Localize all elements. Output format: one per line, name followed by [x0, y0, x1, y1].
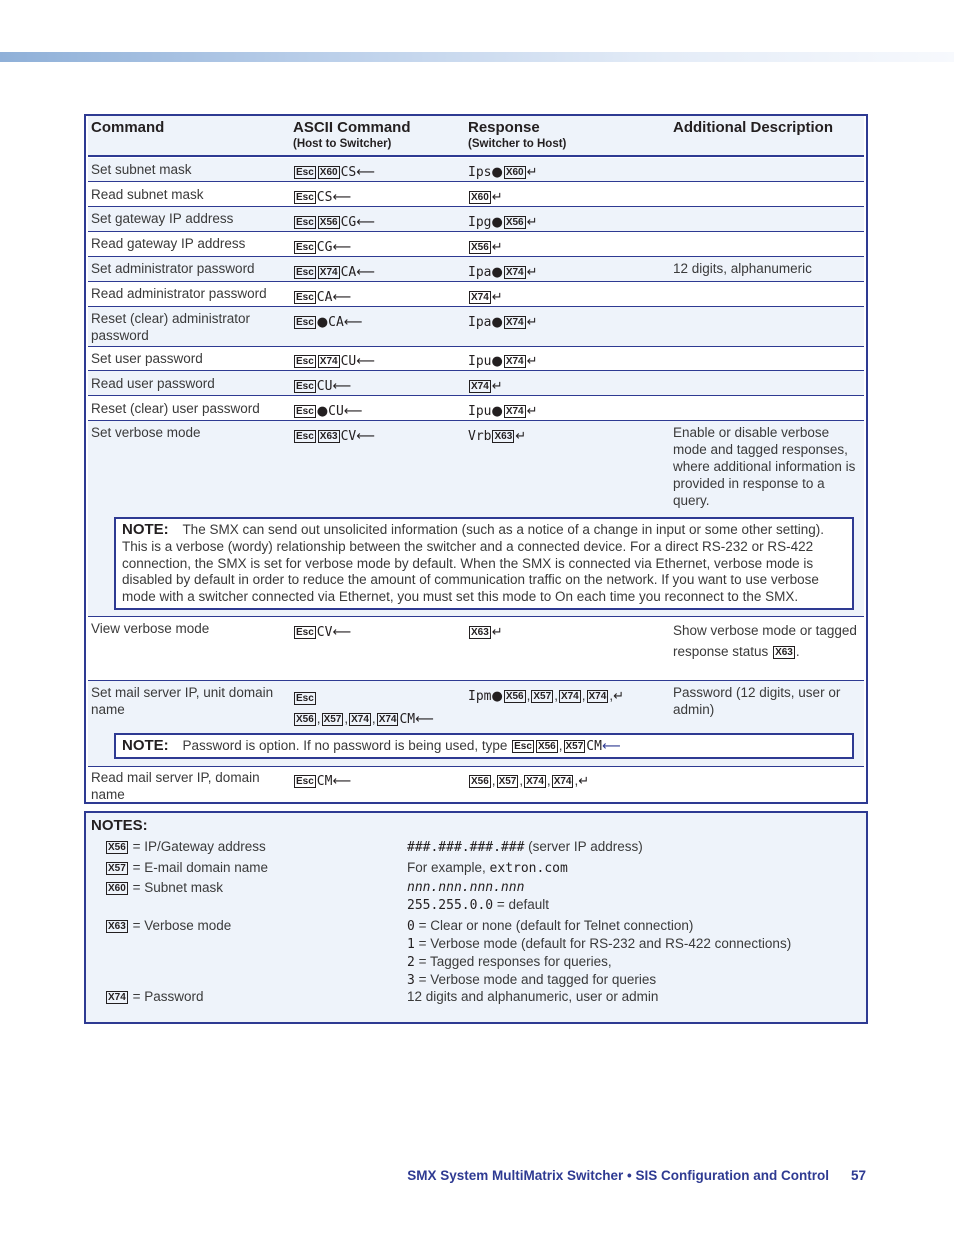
notes-value: 12 digits and alphanumeric, user or admin: [407, 989, 659, 1004]
response: Ipg● X56 ↵: [468, 215, 538, 230]
notes-key: X56 = IP/Gateway address: [108, 839, 266, 854]
col-header-response: Response (Switcher to Host): [468, 119, 567, 150]
ascii-command: Esc X74 CU⟵: [296, 354, 375, 369]
command-table: [84, 114, 868, 804]
notes-key: X63 = Verbose mode: [108, 918, 232, 933]
response: Ips● X60 ↵: [468, 165, 538, 180]
table-row-command: View verbose mode: [91, 621, 210, 636]
notes-key: X57 = E-mail domain name: [108, 860, 268, 875]
table-row-command: Read gateway IP address: [91, 236, 246, 251]
table-row-command: Reset (clear) user password: [91, 401, 260, 416]
response: Ipu● X74 ↵: [468, 404, 538, 419]
notes-value: ###.###.###.### (server IP address): [407, 839, 643, 855]
ascii-command: Esc CG⟵: [296, 240, 352, 255]
table-row-command: Set mail server IP, unit domain name: [91, 685, 274, 717]
ascii-command: Esc CU⟵: [296, 379, 352, 394]
response: X56 ↵: [471, 240, 503, 255]
footer-title: SMX System MultiMatrix Switcher • SIS Configuration and Control: [407, 1168, 829, 1183]
notes-key: X60 = Subnet mask: [108, 880, 223, 895]
note-label: NOTE:: [122, 737, 169, 754]
response: Ipa● X74 ↵: [468, 315, 538, 330]
verbose-note: [114, 517, 854, 610]
page-number: 57: [850, 1168, 866, 1183]
ascii-command: Esc X63 CV⟵: [296, 429, 375, 444]
ascii-command: Esc X60 CS⟵: [296, 165, 375, 180]
ascii-command: Esc X74 CA⟵: [296, 265, 375, 280]
table-row-description: Enable or disable verbose mode and tagged responses, where additional information is provided in response to a query.: [673, 425, 856, 508]
table-row-command: Read user password: [91, 376, 215, 391]
ascii-command: Esc CV⟵: [296, 625, 352, 640]
table-row-command: Read subnet mask: [91, 187, 204, 202]
table-row-description: 12 digits, alphanumeric: [673, 261, 812, 276]
table-row-command: Set subnet mask: [91, 162, 192, 177]
table-row-command: Set administrator password: [91, 261, 255, 276]
ascii-command: Esc CM⟵: [296, 774, 352, 789]
col-header-description: Additional Description: [673, 119, 834, 136]
ascii-command: Esc ●CU⟵: [296, 404, 363, 419]
ascii-command: Esc CS⟵: [296, 190, 352, 205]
note-text: The SMX can send out unsolicited information (such as a notice of a change in input or some other setting). This is a verbose (wordy) relationship between the switcher and a connected device. For a direct RS-232 or RS-422 connection, the SMX is set for verbose mode by default. When the SMX is connected via Ethernet, verbose mode is disabled by default in order to reduce the amount of communication traffic on the network. If you want to use verbose mode with a switcher connected via Ethernet, you must set this mode to On each time you reconnect to the SMX.: [122, 522, 825, 605]
response: Ipm● X56 , X57 , X74 , X74 ,↵: [468, 688, 624, 704]
page-footer: [407, 1168, 866, 1183]
notes-key: X74 = Password: [108, 989, 204, 1004]
ascii-command: Esc ●CA⟵: [296, 315, 363, 330]
table-row-command: Read mail server IP, domain name: [91, 770, 260, 802]
notes-value: nnn.nnn.nnn.nnn 255.255.0.0 = default: [407, 880, 550, 913]
table-row-command: Reset (clear) administrator password: [91, 311, 251, 343]
table-row-description: Show verbose mode or tagged response status X63 .: [673, 623, 857, 659]
ascii-command: Esc CA⟵: [296, 290, 352, 305]
note-text: Password is option. If no password is being used, type: [182, 738, 508, 753]
response: X74 ↵: [471, 379, 503, 394]
table-row-command: Set verbose mode: [91, 425, 201, 440]
response: X63 ↵: [471, 625, 503, 640]
password-note: NOTE: Password is option. If no password is being used, type Esc X56 , X57 CM⟵: [114, 733, 854, 759]
table-row-command: Set user password: [91, 351, 203, 366]
table-row-command: Read administrator password: [91, 286, 267, 301]
col-header-ascii: ASCII Command (Host to Switcher): [293, 119, 411, 150]
response: Ipu● X74 ↵: [468, 354, 538, 369]
response: X56 , X57 , X74 , X74 ,↵: [471, 773, 590, 789]
table-row-description: Password (12 digits, user or admin): [673, 685, 841, 717]
response: X74 ↵: [471, 290, 503, 305]
ascii-command: Esc X56 CG⟵: [296, 215, 375, 230]
table-row-command: Set gateway IP address: [91, 211, 234, 226]
note-label: NOTE:: [122, 521, 169, 538]
col-header-command: Command: [91, 119, 165, 136]
header-band: [0, 52, 954, 62]
response: Vrb X63 ↵: [468, 429, 527, 444]
notes-box: [84, 811, 868, 1024]
notes-value: 0 = Clear or none (default for Telnet connection) 1 = Verbose mode (default for RS-232 and RS-422 connections) 2 = Tagged responses for queries, 3 = Verbose mode and tagged for queries: [407, 918, 792, 988]
notes-value: For example, extron.com: [407, 860, 568, 876]
response: X60 ↵: [471, 190, 503, 205]
ascii-command: Esc X56 , X57 , X74 , X74 CM⟵: [296, 693, 434, 727]
notes-title: NOTES:: [91, 817, 148, 834]
response: Ipa● X74 ↵: [468, 265, 538, 280]
